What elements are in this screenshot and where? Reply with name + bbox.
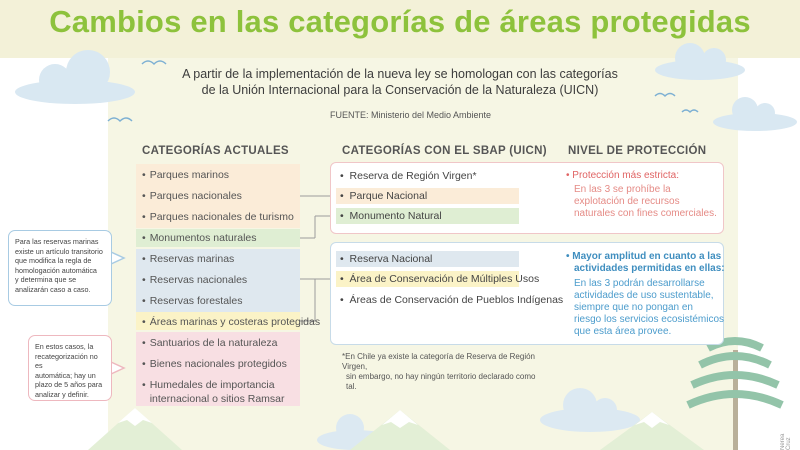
note-pointer (111, 252, 124, 264)
list-item: • Parques nacionales de turismo (142, 211, 294, 223)
cloud-icon (540, 388, 640, 432)
list-item: • Santuarios de la naturaleza (142, 337, 278, 349)
list-item: • Parques marinos (142, 169, 230, 181)
bird-icon (655, 94, 675, 97)
strict-heading: • Protección más estricta: (566, 170, 679, 181)
note-pointer (111, 362, 124, 374)
connector-lines (300, 196, 330, 321)
page-title: Cambios en las categorías de áreas protegidas (49, 4, 751, 39)
header-sbap-categories: CATEGORÍAS CON EL SBAP (UICN) (342, 145, 547, 157)
list-item: • Área de Conservación de Múltiples Usos (336, 271, 519, 287)
cloud-icon (15, 50, 135, 104)
mountain-icon (350, 410, 450, 450)
list-item: • Parques nacionales (142, 190, 242, 202)
subtitle (180, 66, 620, 98)
list-item: • Reserva de Región Virgen* (340, 170, 477, 182)
source-label: FUENTE: Ministerio del Medio Ambiente (330, 110, 492, 120)
list-item: • Bienes nacionales protegidos (142, 358, 287, 370)
cloud-icon (713, 97, 797, 131)
list-item: • Monumento Natural (336, 208, 519, 224)
subtitle-line: A partir de la implementación de la nueva ley se homologan con las categorías (182, 67, 618, 81)
subtitle-line: de la Unión Internacional para la Conservación de la Naturaleza (UICN) (201, 83, 599, 97)
header-current-categories: CATEGORÍAS ACTUALES (142, 145, 289, 157)
list-item: • Reservas nacionales (142, 274, 248, 286)
header-protection-level: NIVEL DE PROTECCIÓN (568, 145, 707, 157)
footnote: *En Chile ya existe la categoría de Reserva de Región Virgen, sin embargo, no hay ningún territorio declarado como tal. (342, 352, 536, 391)
bird-icon (142, 61, 166, 64)
tree-icon (688, 341, 782, 450)
broad-description: En las 3 podrán desarrollarse actividades de uso sustentable, siempre que no pongan en riesgo los servicios ecosistémicos que esta área provee. (574, 278, 725, 337)
list-item: • Áreas de Conservación de Pueblos Indígenas (340, 294, 564, 306)
note-marine-reserves: Para las reservas marinas existe un artículo transitorio que modifica la regla de homologación automática y determina que se analizarán caso a caso. (8, 230, 112, 306)
list-item: • Reserva Nacional (336, 251, 519, 267)
list-item: • Parque Nacional (336, 188, 519, 204)
author-credit: Nerea Cruz (780, 433, 792, 450)
bird-icon (682, 110, 698, 112)
list-item: • Reservas forestales (142, 295, 243, 307)
note-other-categories: En estos casos, la recategorización no es automática; hay un plazo de 5 años para analizar y definir. (28, 335, 112, 401)
strict-description: En las 3 se prohíbe la explotación de recursos naturales con fines comerciales. (574, 184, 717, 219)
list-item: • Monumentos naturales (142, 232, 257, 244)
list-item: • Humedales de importancia (142, 379, 275, 391)
bird-icon (108, 118, 132, 121)
mountain-icon (88, 408, 182, 450)
list-item: • Reservas marinas (142, 253, 235, 265)
list-item: • Áreas marinas y costeras protegidas (142, 316, 321, 328)
list-item-continuation: internacional o sitios Ramsar (149, 393, 285, 405)
broad-heading: • Mayor amplitud en cuanto a las actividades permitidas en ellas: (566, 251, 725, 274)
cloud-icon (655, 43, 745, 80)
